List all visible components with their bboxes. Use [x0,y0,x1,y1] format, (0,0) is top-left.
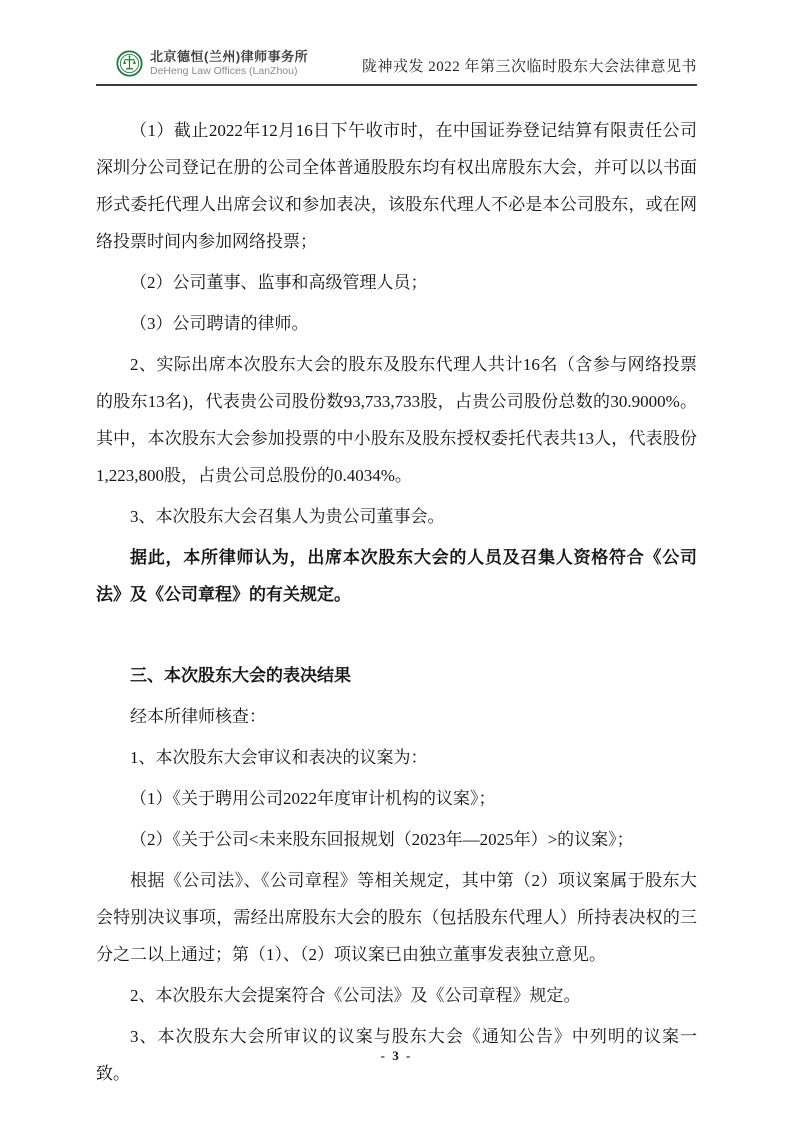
paragraph-lawyer-conclusion-qualification: 据此，本所律师认为，出席本次股东大会的人员及召集人资格符合《公司法》及《公司章程》的有关规定。 [96,548,697,604]
paragraph-proposals-consistency: 3、本次股东大会所审议的议案与股东大会《通知公告》中列明的议案一致。 [96,1027,697,1083]
paragraph-attendee-scope: （1）截止2022年12月16日下午收市时，在中国证券登记结算有限责任公司深圳分公司登记在册的公司全体普通股股东均有权出席股东大会，并可以以书面形式委托代理人出席会议和参加表决，该股东代理人不必是本公司股东，或在网络投票时间内参加网络投票； [96,121,697,251]
paragraph-directors-supervisors: （2）公司董事、监事和高级管理人员； [130,273,428,292]
firm-name-chinese: 北京德恒(兰州)律师事务所 [150,49,309,64]
firm-name-block [150,50,308,77]
paragraph-attendance-statistics: 2、实际出席本次股东大会的股东及股东代理人共计16名（含参与网络投票的股东13名)，代表贵公司股份数93,733,733股，占贵公司股份总数的30.9000%。其中，本次股东大会参加投票的中小股东及股东授权委托代表共13人，代表股份1,223,800股，占贵公司总股份的0.4034%。 [96,355,697,485]
paragraph-proposals-compliance: 2、本次股东大会提案符合《公司法》及《公司章程》规定。 [130,986,581,1005]
document-body [96,86,697,1092]
paragraph-engaged-lawyers: （3）公司聘请的律师。 [130,314,309,333]
paragraph-proposal-audit-institution: （1）《关于聘用公司2022年度审计机构的议案》； [130,789,496,808]
paragraph-special-resolution-rule: 根据《公司法》、《公司章程》等相关规定，其中第（2）项议案属于股东大会特别决议事项，需经出席股东大会的股东（包括股东代理人）所持表决权的三分之二以上通过；第（1）、（2）项议案已由独立董事发表独立意见。 [96,871,697,964]
page-number: - 3 - [380,1048,413,1063]
law-firm-identity [96,50,308,77]
page-header [96,0,697,86]
paragraph-proposal-shareholder-return-plan: （2）《关于公司<未来股东回报规划（2023年—2025年）>的议案》； [130,830,634,849]
document-header-title: 陇神戎发 2022 年第三次临时股东大会法律意见书 [361,59,697,75]
section-heading-voting-results: 三、本次股东大会的表决结果 [130,666,351,685]
paragraph-proposals-intro: 1、本次股东大会审议和表决的议案为： [130,748,428,767]
paragraph-convener: 3、本次股东大会召集人为贵公司董事会。 [130,507,445,526]
deheng-logo-icon [116,50,143,77]
paragraph-lawyer-verification: 经本所律师核查： [130,707,266,726]
firm-name-english: DeHeng Law Offices (LanZhou) [150,64,298,77]
